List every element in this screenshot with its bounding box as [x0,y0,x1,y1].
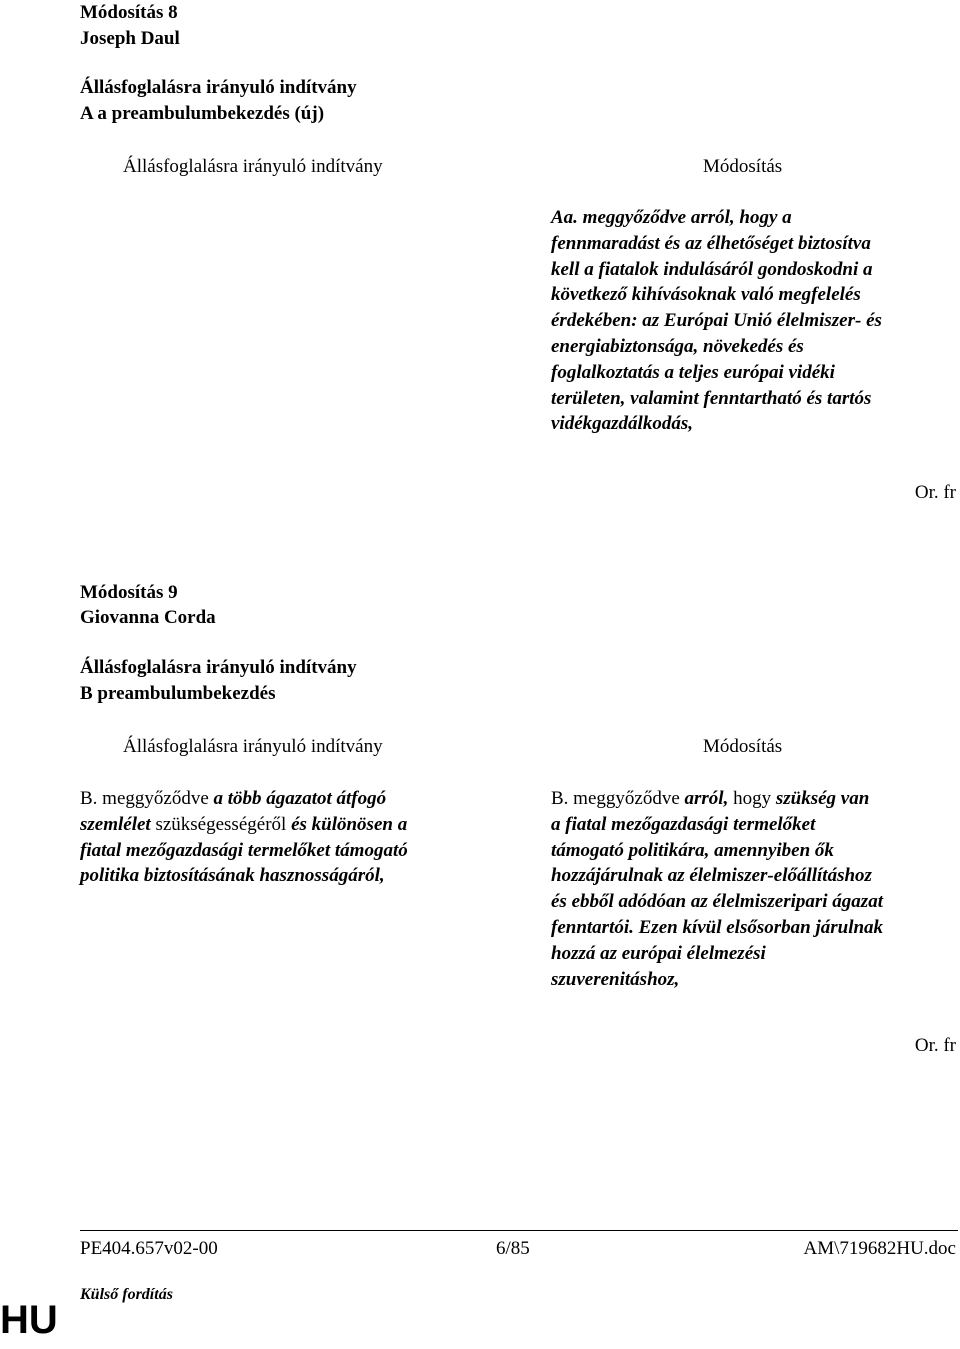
amendment-9-right-line: fenntartói. Ezen kívül elsősorban járulnak [551,916,884,938]
amendment-9-col-left-header: Állásfoglalásra irányuló indítvány [123,736,383,757]
amendment-8-col-left-header: Állásfoglalásra irányuló indítvány [123,156,383,177]
amendment-9-left-line [80,786,408,812]
amendment-9-right-text [551,786,883,992]
amendment-9-left-line: fiatal mezőgazdasági termelőket támogató [80,839,408,861]
footer-doc-ref: PE404.657v02-00 [80,1238,218,1259]
footer-file-name: AM\719682HU.doc [803,1238,956,1259]
text-run: B. meggyőződve [80,788,214,809]
amendment-9-right-line: a fiatal mezőgazdasági termelőket [551,813,816,835]
amendment-9-left-line: politika biztosításának hasznosságáról, [80,865,385,887]
amendment-8-line: érdekében: az Európai Unió élelmiszer- és [551,310,882,332]
amendment-9-author: Giovanna Corda [80,607,216,628]
amendment-8-line: kell a fiatalok indulásáról gondoskodni a [551,258,873,280]
amendment-9-target-title: Állásfoglalásra irányuló indítvány [80,657,357,678]
footer-page-number: 6/85 [496,1238,530,1259]
amendment-8-original-language: Or. fr [914,482,956,503]
text-run: szükségességéről [150,813,292,835]
amendment-9-right-line [551,786,883,812]
amendment-9-right-line: hozzá az európai élelmezési [551,942,766,964]
amendment-9-left-text [80,786,408,889]
amendment-9-left-line [80,812,408,838]
amendment-8-col-right-header: Módosítás [703,156,783,177]
amendment-9-original-language: Or. fr [914,1035,956,1056]
amendment-8-author: Joseph Daul [80,28,180,49]
amendment-9-right-line: hozzájárulnak az élelmiszer-előállításhoz [551,865,872,887]
amendment-9-right-line: támogató politikára, amennyiben ők [551,839,834,861]
footer-translation-note: Külső fordítás [80,1286,173,1303]
amendment-8-target-title: Állásfoglalásra irányuló indítvány [80,77,357,98]
text-run-emphasis: szemlélet [80,813,151,835]
amendment-9-right-line: és ebből adódóan az élelmiszeripari ágazat [551,891,883,913]
text-run: hogy [728,788,776,809]
amendment-9-right-line: szuverenitáshoz, [551,968,680,990]
amendment-8-line: következő kihívásoknak való megfelelés [551,284,861,306]
amendment-8-line: fennmaradást és az élhetőséget biztosítva [551,232,871,254]
amendment-8-heading: Módosítás 8 [80,2,178,23]
text-run-emphasis: és különösen a [291,813,408,835]
amendment-8-line: területen, valamint fenntartható és tartós [551,387,872,409]
footer-divider [80,1230,958,1231]
text-run: B. meggyőződve [551,788,685,809]
amendment-8-line: foglalkoztatás a teljes európai vidéki [551,361,835,383]
amendment-8-line: vidékgazdálkodás, [551,413,693,435]
amendment-9-col-right-header: Módosítás [703,736,783,757]
text-run-emphasis: a több ágazatot átfogó [213,788,387,809]
amendment-8-target-ref: A a preambulumbekezdés (új) [80,103,325,124]
amendment-8-line: energiabiztonsága, növekedés és [551,335,804,357]
amendment-8-right-text [551,205,882,437]
amendment-8-line: Aa. meggyőződve arról, hogy a [551,207,792,228]
amendment-9-heading: Módosítás 9 [80,582,178,603]
amendment-9-target-ref: B preambulumbekezdés [80,683,276,704]
footer-language-code: HU [0,1298,58,1342]
text-run-emphasis: szükség van [775,788,870,809]
text-run-emphasis: arról, [684,788,729,809]
